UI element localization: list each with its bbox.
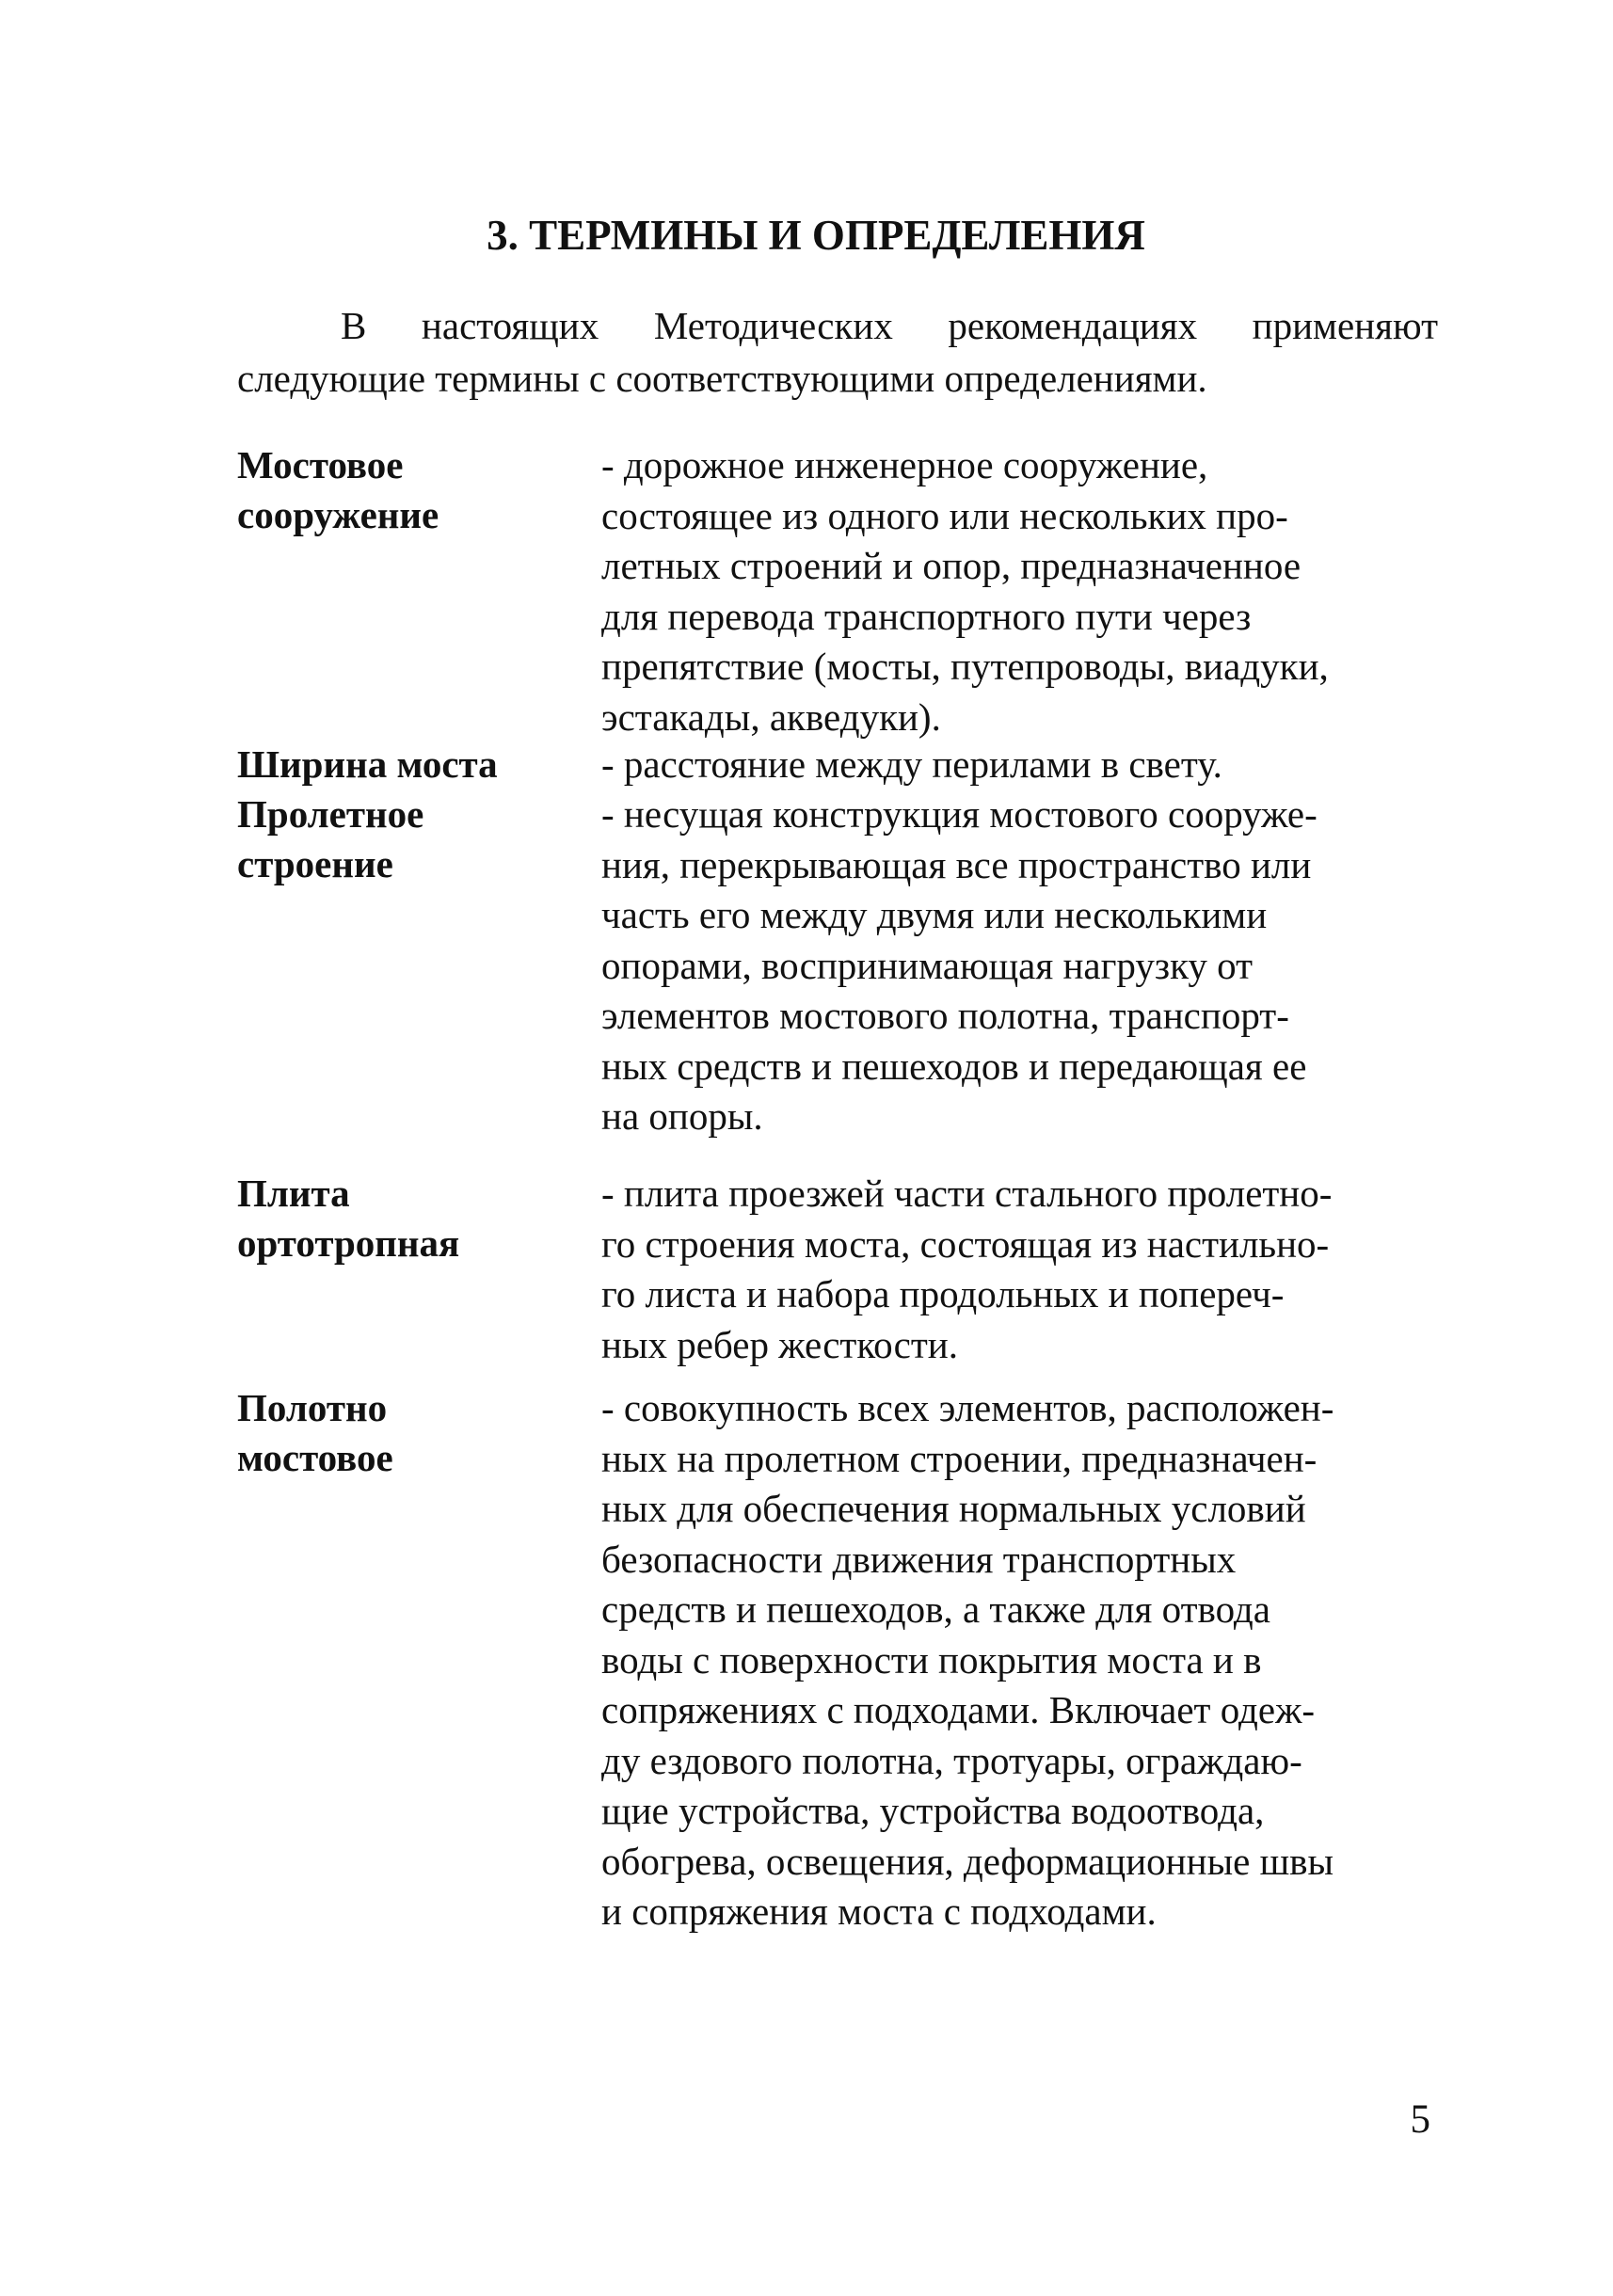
term-name bbox=[237, 440, 576, 540]
definition-line: го строения моста, состоящая из настильно- bbox=[601, 1221, 1330, 1266]
term-definition bbox=[601, 1169, 1448, 1370]
definition-line: ных ребер жесткости. bbox=[601, 1322, 958, 1366]
intro-paragraph bbox=[237, 299, 1438, 405]
definition-line: ных для обеспечения нормальных условий bbox=[601, 1487, 1306, 1530]
definition-line: - плита проезжей части стального пролетно- bbox=[601, 1172, 1333, 1215]
term-definition bbox=[601, 1383, 1448, 1937]
definition-line: - несущая конструкция мостового сооруже- bbox=[601, 792, 1318, 836]
definition-line: - совокупность всех элементов, расположен- bbox=[601, 1386, 1334, 1429]
definition-line: эстакады, акведуки). bbox=[601, 694, 941, 739]
term-definition bbox=[601, 789, 1448, 1142]
term-line: строение bbox=[237, 842, 393, 885]
page-number: 5 bbox=[1410, 2097, 1430, 2142]
definition-line: безопасности движения транспортных bbox=[601, 1537, 1237, 1581]
definition-line: элементов мостового полотна, транспорт- bbox=[601, 994, 1289, 1037]
term-name bbox=[237, 740, 576, 789]
term-line: Плита bbox=[237, 1172, 350, 1215]
definition-line: ния, перекрывающая все пространство или bbox=[601, 842, 1312, 886]
definition-line: и сопряжения моста с подходами. bbox=[601, 1889, 1157, 1933]
definition-line: на опоры. bbox=[601, 1094, 763, 1138]
definition-line: ду ездового полотна, тротуары, ограждаю- bbox=[601, 1738, 1302, 1782]
term-line: Ширина моста bbox=[237, 742, 498, 786]
definition-line: летных строений и опор, предназначенное bbox=[601, 544, 1302, 587]
definition-line: го листа и набора продольных и попереч- bbox=[601, 1272, 1285, 1315]
definition-line: сопряжениях с подходами. Включает одеж- bbox=[601, 1688, 1316, 1731]
term-definition bbox=[601, 740, 1448, 790]
definition-line: для перевода транспортного пути через bbox=[601, 594, 1252, 638]
definition-line: средств и пешеходов, а также для отвода bbox=[601, 1587, 1270, 1631]
term-line: Пролетное bbox=[237, 792, 424, 836]
term-definition bbox=[601, 440, 1448, 742]
section-title: 3. ТЕРМИНЫ И ОПРЕДЕЛЕНИЯ bbox=[487, 212, 1145, 259]
intro-line: следующие термины с соответствующими определениями. bbox=[237, 357, 1207, 400]
term-line: сооружение bbox=[237, 493, 439, 536]
term-line: Полотно bbox=[237, 1386, 388, 1429]
definition-line: - дорожное инженерное сооружение, bbox=[601, 443, 1208, 486]
definition-line: состоящее из одного или нескольких про- bbox=[601, 493, 1288, 537]
definition-line: щие устройства, устройства водоотвода, bbox=[601, 1789, 1265, 1832]
definition-line: ных средств и пешеходов и передающая ее bbox=[601, 1044, 1307, 1088]
definition-line: обогрева, освещения, деформационные швы bbox=[601, 1839, 1334, 1883]
term-name bbox=[237, 1383, 576, 1483]
term-name bbox=[237, 1169, 576, 1268]
term-name bbox=[237, 789, 576, 889]
definition-line: - расстояние между перилами в свету. bbox=[601, 742, 1222, 786]
definition-line: препятствие (мосты, путепроводы, виадуки, bbox=[601, 645, 1329, 688]
term-line: Мостовое bbox=[237, 443, 404, 486]
definition-line: ных на пролетном строении, предназначен- bbox=[601, 1436, 1318, 1480]
definition-line: часть его между двумя или несколькими bbox=[601, 893, 1268, 936]
definition-line: опорами, воспринимающая нагрузку от bbox=[601, 943, 1254, 987]
definition-line: воды с поверхности покрытия моста и в bbox=[601, 1637, 1262, 1682]
term-line: ортотропная bbox=[237, 1221, 460, 1265]
term-line: мостовое bbox=[237, 1436, 393, 1479]
intro-line: В настоящих Методических рекомендациях применяют bbox=[341, 304, 1438, 347]
